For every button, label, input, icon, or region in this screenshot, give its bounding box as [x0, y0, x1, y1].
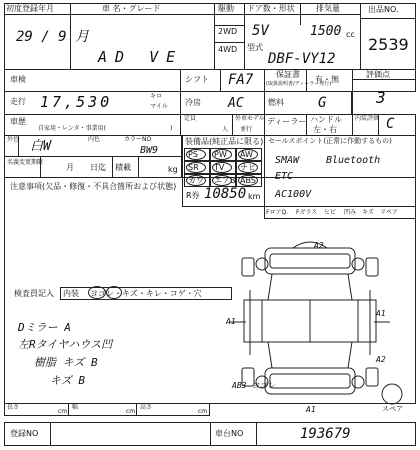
ac-label: 冷房 — [185, 98, 201, 107]
fuel-label: 燃料 — [268, 98, 284, 107]
equipment-item: PW — [214, 150, 227, 159]
interior-color-label: 内色 — [88, 136, 101, 143]
comment-1: Dミラー A — [18, 321, 71, 334]
capacity-unit: 人 — [222, 126, 229, 133]
import-label: 外車モデル — [235, 115, 265, 122]
width-unit: cm — [126, 408, 136, 415]
name-change-day: 日迄 — [90, 163, 106, 172]
diag-mark: A1 — [226, 317, 236, 326]
record-label: R券 — [186, 191, 200, 200]
color-code-value: BW9 — [140, 145, 159, 156]
diagram-note: AB3 ヨゴレ — [232, 381, 276, 390]
name-grade-label: 車 名・グレード — [102, 4, 161, 13]
mileage-unit-mile: マイル — [150, 103, 168, 110]
dims-row — [4, 403, 210, 416]
side-label-6: リペア — [380, 209, 398, 216]
spare-label: スペア — [382, 405, 403, 413]
diag-mark: A1 — [376, 309, 386, 318]
sales-point-4: AC100V — [275, 189, 312, 200]
chassis-value: 193679 — [300, 426, 351, 442]
equipment-item: TV — [214, 163, 225, 172]
score-value: 3 — [376, 88, 386, 107]
displacement-value: 1500 — [310, 24, 342, 39]
length-unit: cm — [58, 408, 68, 415]
side-label-2: Fガラス — [296, 209, 318, 216]
drive-4wd: 4WD — [218, 45, 238, 54]
shift-label: シフト — [185, 75, 209, 84]
dealer-label: ディーラー — [267, 117, 307, 126]
displacement-unit: cc — [346, 30, 355, 39]
history-sub: 自家用・レンタ・事業用( — [38, 125, 106, 132]
history-label: 車歴 — [10, 117, 26, 126]
warranty-sub: (取扱説明書/ディーラー発行) — [266, 81, 332, 87]
reg-no-label: 登録NO — [10, 429, 39, 438]
shaken-label: 車検 — [10, 75, 26, 84]
height-unit: cm — [198, 408, 208, 415]
equipment-item: ナビ — [240, 163, 256, 172]
inspector-label: 検査員記入 — [14, 289, 54, 298]
record-unit: km — [248, 192, 261, 201]
side-label-4: 凹み — [344, 209, 357, 216]
warranty-label: 保証書 — [276, 70, 300, 79]
interior-score-label: 内装評価 — [355, 115, 380, 122]
equipment-item: カワ — [188, 176, 204, 185]
drive-2wd: 2WD — [218, 27, 238, 36]
length-label: 長さ — [7, 404, 20, 411]
fuel-value: G — [318, 95, 327, 111]
name-grade-value: AD VE — [98, 48, 184, 66]
sales-point-1: SMAW — [275, 155, 300, 166]
volume-label: 積載 — [115, 163, 131, 172]
displacement-label: 排気量 — [316, 4, 340, 13]
side-label-1: FロアQ. — [266, 209, 289, 216]
equipment-item: AW — [240, 150, 253, 159]
first-reg-label: 初度登録年月 — [6, 4, 54, 13]
exterior-color-value: 白W — [30, 139, 51, 154]
history-close: ) — [170, 125, 173, 132]
lot-value: 2539 — [368, 35, 409, 54]
import-value: 並行 — [240, 126, 253, 133]
ac-value: AC — [228, 96, 244, 111]
comment-4: キズ B — [50, 374, 86, 387]
record-value: 10850 — [204, 186, 247, 202]
comment-2: 左Rタイヤハウス凹 — [18, 338, 113, 351]
mileage-unit-km: キロ — [150, 93, 163, 100]
capacity-label: 定員 — [184, 115, 197, 122]
equipment-item: エアB — [214, 176, 236, 185]
first-reg-value: 29 / 9 月 — [16, 29, 90, 45]
mileage-value: 17,530 — [40, 93, 113, 111]
comment-3: 樹脂 キズ B — [34, 356, 98, 369]
model-label: 型式 — [247, 43, 263, 52]
mileage-label: 走行 — [10, 97, 26, 106]
sales-point-3: ETC — [275, 171, 294, 182]
chassis-label: 車台NO — [215, 429, 244, 438]
side-label-5: キズ — [362, 209, 374, 216]
notes-label: 注意事項(欠品・修復・不具合箇所および状態) — [10, 182, 177, 191]
door-value: 5V — [252, 23, 269, 39]
handle-value: 左・右 — [313, 125, 337, 134]
drive-label: 駆動 — [218, 4, 234, 13]
name-change-month: 月 — [66, 163, 74, 172]
equipment-label: 装備品(純正品に限る) — [185, 137, 264, 146]
interior-score-value: C — [386, 116, 395, 132]
equipment-item: SR — [188, 163, 199, 172]
door-label: ドア数・形状 — [247, 4, 295, 13]
exterior-color-label: 外色 — [7, 136, 20, 143]
diag-mark: A2 — [376, 355, 386, 364]
model-value: DBF-VY12 — [268, 51, 336, 67]
sales-point-2: Bluetooth — [326, 155, 381, 166]
color-code-label: カラーNO — [124, 136, 152, 143]
equipment-item: ABS — [240, 176, 256, 185]
handle-label: ハンドル — [310, 115, 342, 124]
name-change-label: 名義変更期限 — [7, 159, 44, 166]
diag-mark: A2 — [314, 241, 324, 250]
shift-value: FA7 — [228, 72, 254, 88]
equipment-item: PS — [188, 150, 198, 159]
diag-mark: A1 — [306, 405, 316, 414]
side-label-3: ヒビ — [324, 209, 337, 216]
height-label: 高さ — [140, 404, 153, 411]
sales-points-label: セールスポイント(正常に作動するもの) — [268, 137, 392, 145]
inspector-interior-label: 内装 — [63, 289, 79, 298]
width-label: 幅 — [72, 404, 79, 411]
warranty-options: 有・無 — [315, 75, 339, 84]
volume-unit: kg — [168, 165, 178, 174]
lot-label: 出品NO. — [368, 5, 399, 14]
score-label: 評価点 — [366, 70, 390, 79]
inspector-interior-items: ヨゴレ・キズ・キレ・コゲ・穴 — [90, 289, 202, 298]
